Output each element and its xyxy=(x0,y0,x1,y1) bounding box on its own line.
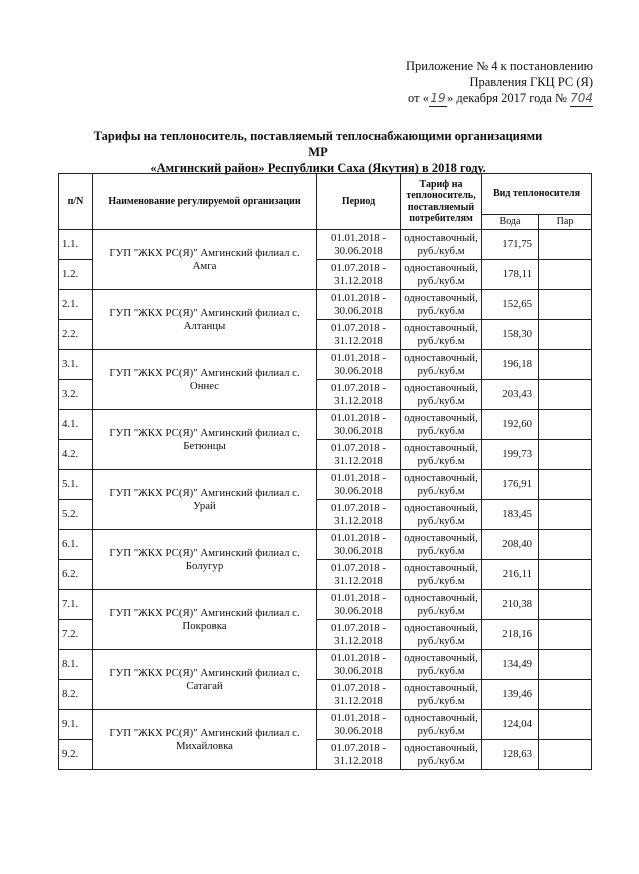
tariff-type-cell: одноставочный, руб./куб.м xyxy=(401,710,482,740)
tariff-type-cell: одноставочный, руб./куб.м xyxy=(401,620,482,650)
row-number: 6.1. xyxy=(59,530,93,560)
tariff-type-cell: одноставочный, руб./куб.м xyxy=(401,530,482,560)
water-value-cell: 139,46 xyxy=(482,680,539,710)
period-cell: 01.01.2018 - 30.06.2018 xyxy=(317,470,401,500)
tariff-type-cell: одноставочный, руб./куб.м xyxy=(401,590,482,620)
period-cell: 01.01.2018 - 30.06.2018 xyxy=(317,710,401,740)
period-cell: 01.07.2018 - 31.12.2018 xyxy=(317,380,401,410)
title-line-1: Тарифы на теплоноситель, поставляемый теплоснабжающими организациями МР xyxy=(93,129,543,159)
organization-name: ГУП "ЖКХ РС(Я)" Амгинский филиал с. Болугур xyxy=(93,530,317,590)
col-header-water: Вода xyxy=(482,215,539,230)
organization-name: ГУП "ЖКХ РС(Я)" Амгинский филиал с. Алтанцы xyxy=(93,290,317,350)
tariff-type-cell: одноставочный, руб./куб.м xyxy=(401,350,482,380)
period-cell: 01.07.2018 - 31.12.2018 xyxy=(317,560,401,590)
steam-value-cell xyxy=(539,260,592,290)
organization-name: ГУП "ЖКХ РС(Я)" Амгинский филиал с. Покровка xyxy=(93,590,317,650)
row-number: 1.1. xyxy=(59,230,93,260)
header-line-2: Правления ГКЦ РС (Я) xyxy=(469,75,593,89)
tariff-type-cell: одноставочный, руб./куб.м xyxy=(401,470,482,500)
handwritten-day: 19 xyxy=(430,91,446,105)
table-row xyxy=(59,350,592,380)
steam-value-cell xyxy=(539,410,592,440)
period-cell: 01.01.2018 - 30.06.2018 xyxy=(317,410,401,440)
row-number: 6.2. xyxy=(59,560,93,590)
water-value-cell: 176,91 xyxy=(482,470,539,500)
tariff-type-cell: одноставочный, руб./куб.м xyxy=(401,380,482,410)
period-cell: 01.01.2018 - 30.06.2018 xyxy=(317,230,401,260)
water-value-cell: 218,16 xyxy=(482,620,539,650)
tariff-type-cell: одноставочный, руб./куб.м xyxy=(401,560,482,590)
table-row xyxy=(59,290,592,320)
period-cell: 01.07.2018 - 31.12.2018 xyxy=(317,620,401,650)
water-value-cell: 128,63 xyxy=(482,740,539,770)
water-value-cell: 158,30 xyxy=(482,320,539,350)
tariff-type-cell: одноставочный, руб./куб.м xyxy=(401,740,482,770)
row-number: 2.1. xyxy=(59,290,93,320)
steam-value-cell xyxy=(539,320,592,350)
table-row xyxy=(59,410,592,440)
period-cell: 01.01.2018 - 30.06.2018 xyxy=(317,350,401,380)
table-row xyxy=(59,470,592,500)
title-line-2: «Амгинский район» Республики Саха (Якутия) в 2018 году. xyxy=(150,161,486,175)
row-number: 7.1. xyxy=(59,590,93,620)
row-number: 8.2. xyxy=(59,680,93,710)
water-value-cell: 210,38 xyxy=(482,590,539,620)
period-cell: 01.07.2018 - 31.12.2018 xyxy=(317,320,401,350)
steam-value-cell xyxy=(539,500,592,530)
steam-value-cell xyxy=(539,290,592,320)
period-cell: 01.07.2018 - 31.12.2018 xyxy=(317,260,401,290)
period-cell: 01.01.2018 - 30.06.2018 xyxy=(317,530,401,560)
row-number: 2.2. xyxy=(59,320,93,350)
water-value-cell: 199,73 xyxy=(482,440,539,470)
tariff-table xyxy=(58,173,592,770)
water-value-cell: 152,65 xyxy=(482,290,539,320)
steam-value-cell xyxy=(539,470,592,500)
water-value-cell: 203,43 xyxy=(482,380,539,410)
col-header-period: Период xyxy=(317,174,401,230)
steam-value-cell xyxy=(539,350,592,380)
water-value-cell: 216,11 xyxy=(482,560,539,590)
period-cell: 01.07.2018 - 31.12.2018 xyxy=(317,740,401,770)
steam-value-cell xyxy=(539,560,592,590)
water-value-cell: 183,45 xyxy=(482,500,539,530)
period-cell: 01.01.2018 - 30.06.2018 xyxy=(317,290,401,320)
row-number: 9.2. xyxy=(59,740,93,770)
col-header-tariff: Тариф на теплоноситель, поставляемый потребителям xyxy=(401,174,482,230)
steam-value-cell xyxy=(539,380,592,410)
organization-name: ГУП "ЖКХ РС(Я)" Амгинский филиал с. Бетюнцы xyxy=(93,410,317,470)
tariff-type-cell: одноставочный, руб./куб.м xyxy=(401,260,482,290)
tariff-type-cell: одноставочный, руб./куб.м xyxy=(401,500,482,530)
water-value-cell: 134,49 xyxy=(482,650,539,680)
steam-value-cell xyxy=(539,650,592,680)
date-prefix: от « xyxy=(408,91,429,105)
water-value-cell: 192,60 xyxy=(482,410,539,440)
period-cell: 01.07.2018 - 31.12.2018 xyxy=(317,440,401,470)
document-title xyxy=(88,128,548,176)
table-row xyxy=(59,650,592,680)
organization-name: ГУП "ЖКХ РС(Я)" Амгинский филиал с. Оннес xyxy=(93,350,317,410)
tariff-type-cell: одноставочный, руб./куб.м xyxy=(401,410,482,440)
table-body xyxy=(59,230,592,770)
col-header-steam: Пар xyxy=(539,215,592,230)
tariff-type-cell: одноставочный, руб./куб.м xyxy=(401,680,482,710)
tariff-type-cell: одноставочный, руб./куб.м xyxy=(401,650,482,680)
table-row xyxy=(59,230,592,260)
water-value-cell: 124,04 xyxy=(482,710,539,740)
date-middle: » декабря 2017 года № xyxy=(446,91,567,105)
steam-value-cell xyxy=(539,590,592,620)
row-number: 4.2. xyxy=(59,440,93,470)
water-value-cell: 171,75 xyxy=(482,230,539,260)
water-value-cell: 208,40 xyxy=(482,530,539,560)
row-number: 5.1. xyxy=(59,470,93,500)
header-line-1: Приложение № 4 к постановлению xyxy=(406,59,593,73)
steam-value-cell xyxy=(539,740,592,770)
row-number: 7.2. xyxy=(59,620,93,650)
steam-value-cell xyxy=(539,620,592,650)
handwritten-number: 704 xyxy=(570,91,593,105)
table-row xyxy=(59,590,592,620)
organization-name: ГУП "ЖКХ РС(Я)" Амгинский филиал с. Сатагай xyxy=(93,650,317,710)
tariff-type-cell: одноставочный, руб./куб.м xyxy=(401,290,482,320)
col-header-org: Наименование регулируемой организации xyxy=(93,174,317,230)
row-number: 3.1. xyxy=(59,350,93,380)
col-header-kind: Вид теплоносителя xyxy=(482,174,592,215)
period-cell: 01.01.2018 - 30.06.2018 xyxy=(317,590,401,620)
table-row xyxy=(59,710,592,740)
steam-value-cell xyxy=(539,530,592,560)
period-cell: 01.07.2018 - 31.12.2018 xyxy=(317,680,401,710)
row-number: 4.1. xyxy=(59,410,93,440)
tariff-type-cell: одноставочный, руб./куб.м xyxy=(401,230,482,260)
row-number: 3.2. xyxy=(59,380,93,410)
steam-value-cell xyxy=(539,230,592,260)
row-number: 8.1. xyxy=(59,650,93,680)
water-value-cell: 178,11 xyxy=(482,260,539,290)
organization-name: ГУП "ЖКХ РС(Я)" Амгинский филиал с. Амга xyxy=(93,230,317,290)
tariff-type-cell: одноставочный, руб./куб.м xyxy=(401,440,482,470)
period-cell: 01.07.2018 - 31.12.2018 xyxy=(317,500,401,530)
period-cell: 01.01.2018 - 30.06.2018 xyxy=(317,650,401,680)
col-header-num: п/N xyxy=(59,174,93,230)
water-value-cell: 196,18 xyxy=(482,350,539,380)
row-number: 9.1. xyxy=(59,710,93,740)
row-number: 5.2. xyxy=(59,500,93,530)
organization-name: ГУП "ЖКХ РС(Я)" Амгинский филиал с. Урай xyxy=(93,470,317,530)
header-line-3 xyxy=(406,90,593,107)
tariff-type-cell: одноставочный, руб./куб.м xyxy=(401,320,482,350)
steam-value-cell xyxy=(539,710,592,740)
steam-value-cell xyxy=(539,440,592,470)
organization-name: ГУП "ЖКХ РС(Я)" Амгинский филиал с. Михайловка xyxy=(93,710,317,770)
steam-value-cell xyxy=(539,680,592,710)
document-header xyxy=(406,58,593,107)
table-row xyxy=(59,530,592,560)
row-number: 1.2. xyxy=(59,260,93,290)
